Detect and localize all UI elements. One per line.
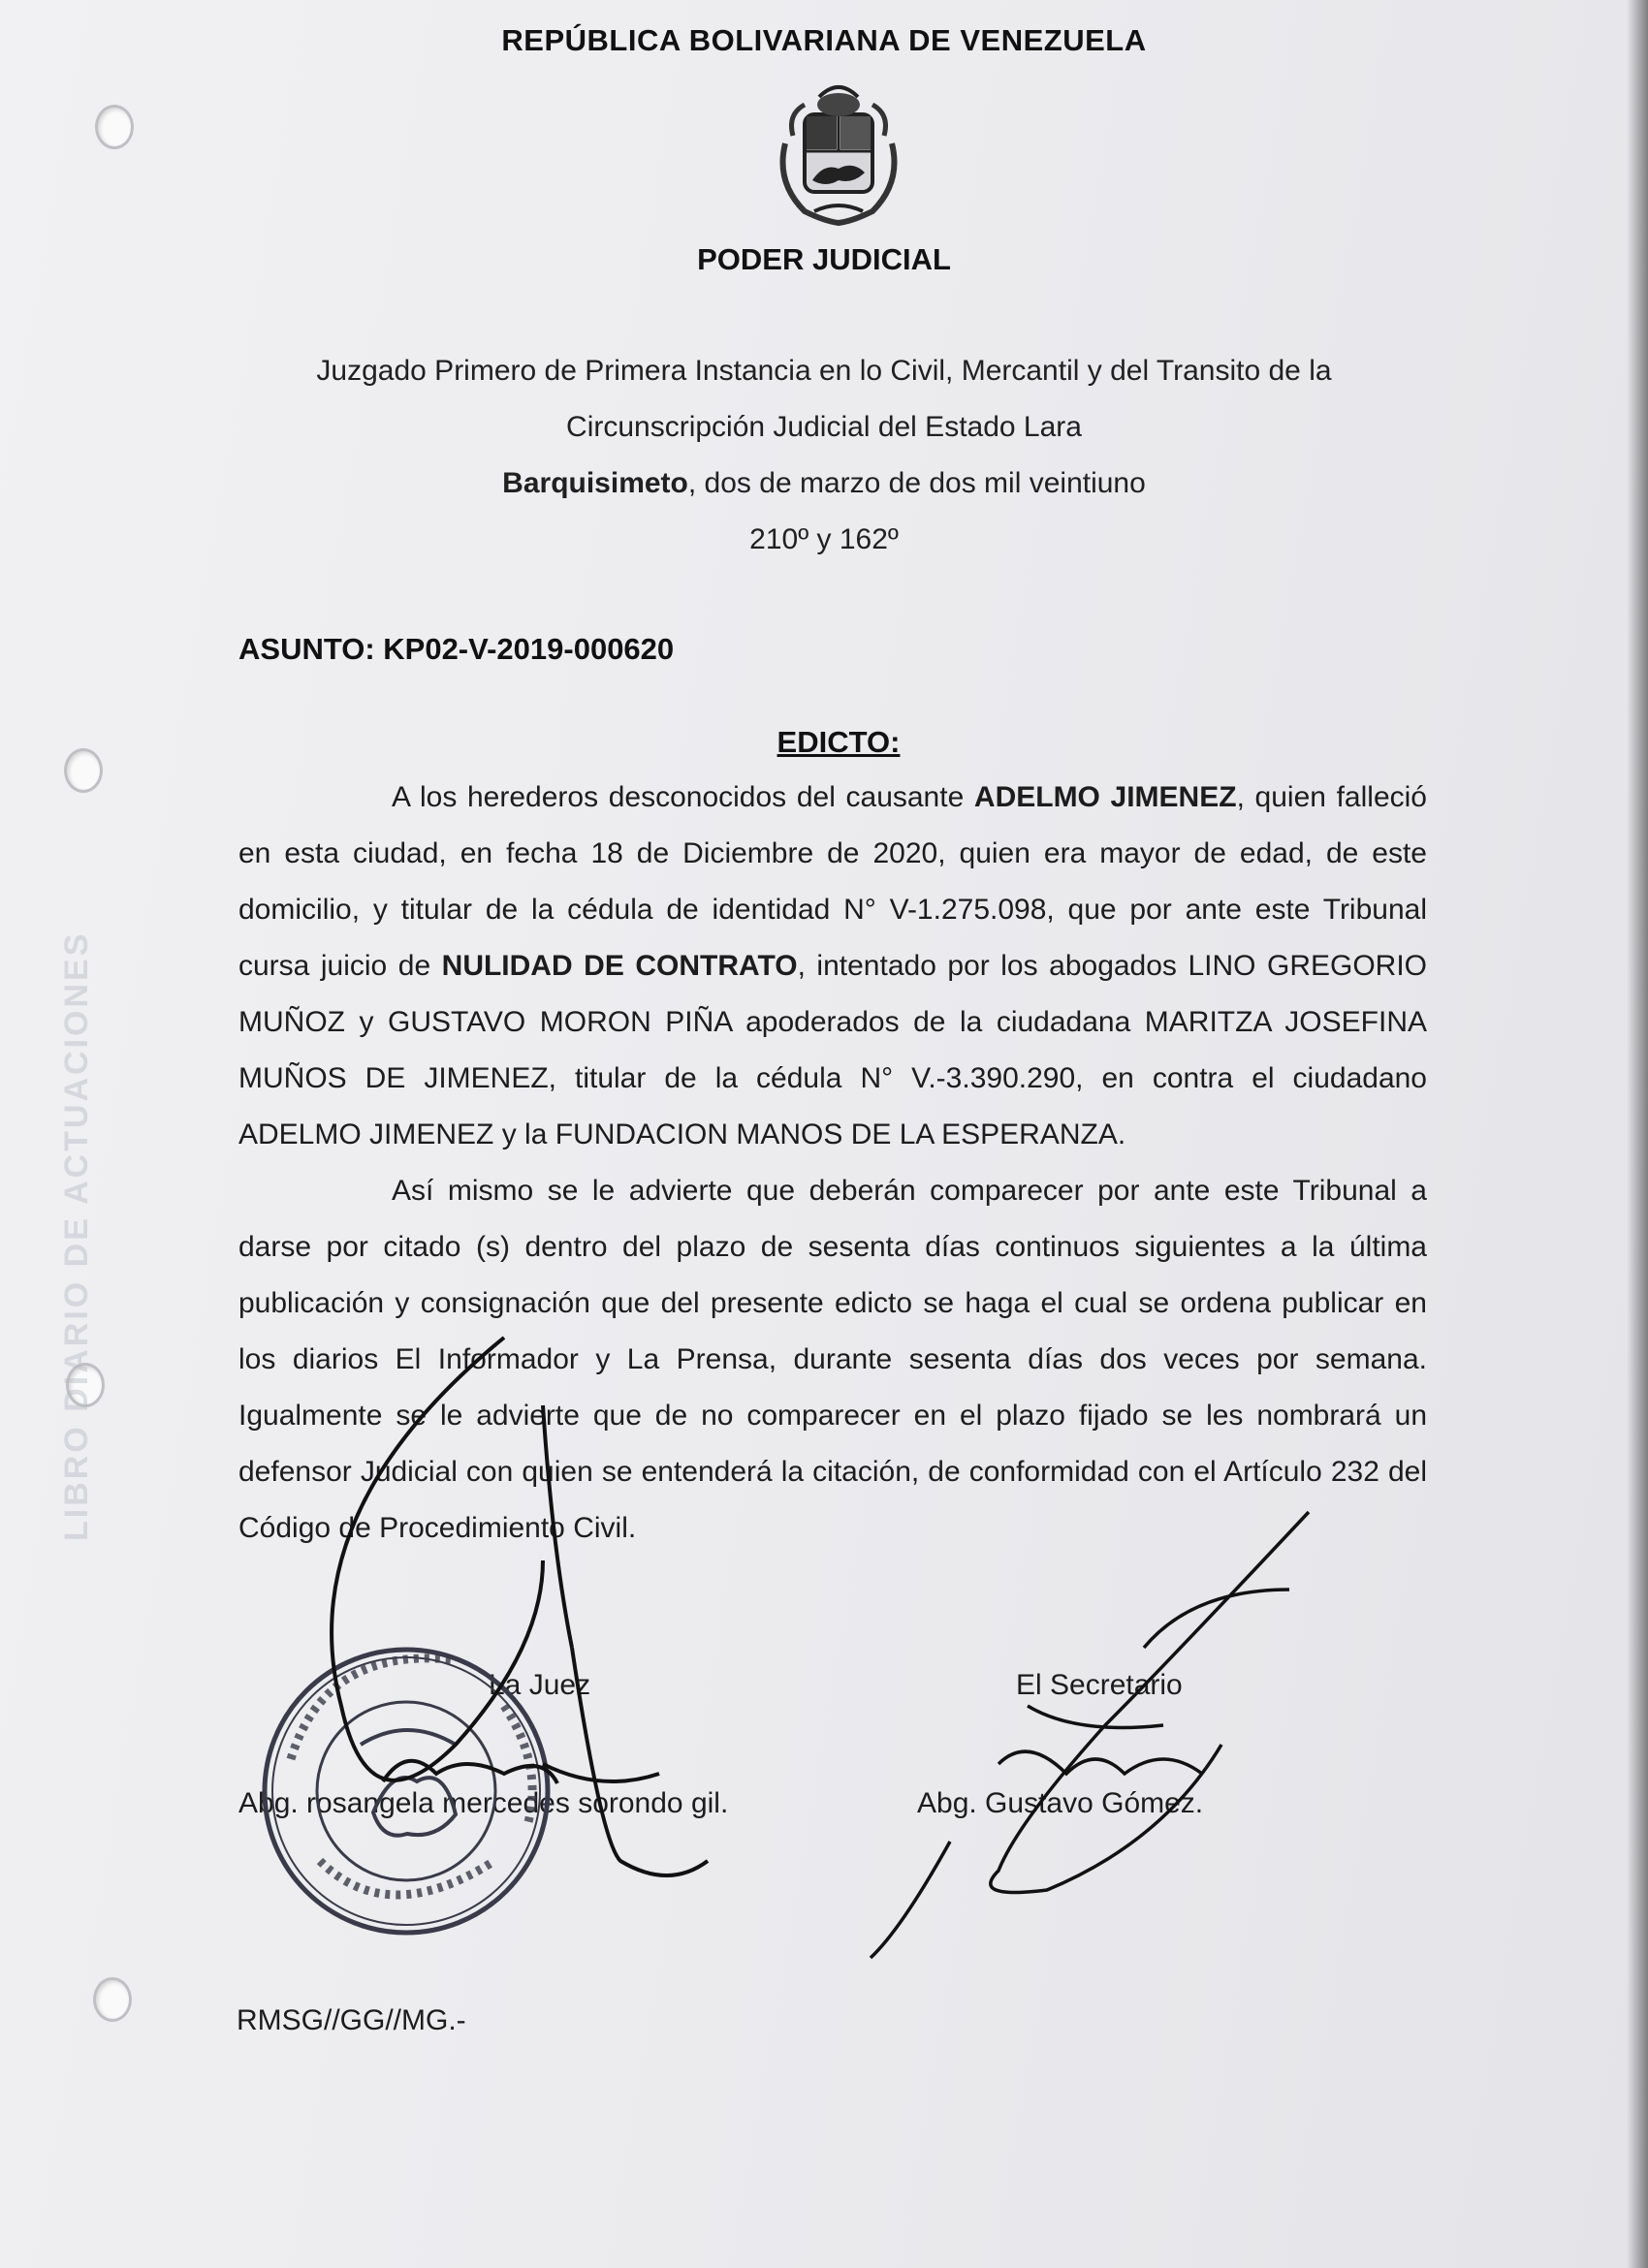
court-name-line2: Circunscripción Judicial del Estado Lara [566, 411, 1082, 443]
paragraph-1-text-a: A los herederos desconocidos del causante [392, 781, 974, 813]
case-number: ASUNTO: KP02-V-2019-000620 [238, 632, 675, 666]
paragraph-2: Así mismo se le advierte que deberán comparecer por ante este Tribunal a darse por citado (s) dentro del plazo de sesenta días continuos siguientes a la última publicación y consignación que del presente edicto se haga el cual se ordena publicar en los diarios El Informador y La Prensa, durante sesenta días dos veces por semana. Igualmente se le advierte que de no comparecer en el plazo fijado se les nombrará un defensor Judicial con quien se entenderá la citación, de conformidad con el Artículo 232 del Código de Procedimiento Civil. [238, 1175, 1427, 1544]
secretary-signature [871, 1512, 1309, 1958]
city-name: Barquisimeto [502, 467, 688, 499]
date-text: , dos de marzo de dos mil veintiuno [687, 467, 1146, 499]
court-name-line1: Juzgado Primero de Primera Instancia en lo Civil, Mercantil y del Transito de la [316, 355, 1332, 387]
header-country: REPÚBLICA BOLIVARIANA DE VENEZUELA [501, 23, 1147, 57]
edict-title: EDICTO: [776, 725, 901, 759]
paragraph-1 [238, 770, 1427, 1163]
page-edge-shadow [1627, 0, 1648, 2268]
reference-initials: RMSG//GG//MG.- [237, 2004, 466, 2036]
years-line: 210º y 162º [749, 523, 899, 555]
case-type: NULIDAD DE CONTRATO [441, 950, 798, 982]
punch-hole [93, 1977, 132, 2022]
header-branch: PODER JUDICIAL [697, 242, 951, 276]
margin-stamp: LIBRO DIARIO DE ACTUACIONES [58, 930, 95, 1541]
judge-title: La Juez [489, 1669, 591, 1701]
judge-name: Abg. rosangela mercedes sorondo gil. [238, 1787, 729, 1819]
secretary-title: El Secretario [1016, 1669, 1183, 1701]
paragraph-1-text-c: , intentado por los abogados LINO GREGORIO MUÑOZ y GUSTAVO MORON PIÑA apoderados de la ciudadana MARITZA JOSEFINA MUÑOS DE JIMENEZ, titular de la cédula N° V.-3.390.290, en contra el ciudadano ADELMO JIMENEZ y la FUNDACION MANOS DE LA ESPERANZA. [238, 950, 1427, 1150]
edict-body [238, 770, 1427, 1557]
secretary-name: Abg. Gustavo Gómez. [917, 1787, 1204, 1819]
coat-of-arms-icon [766, 76, 911, 231]
punch-hole [95, 105, 134, 149]
place-date-line [0, 467, 1648, 500]
paragraph-1-text-b: , quien falleció en esta ciudad, en fecha 18 de Diciembre de 2020, quien era mayor de edad, de este domicilio, y titular de la cédula de identidad N° V-1.275.098, que por ante este Tribunal cursa juicio de [238, 781, 1427, 982]
deceased-name: ADELMO JIMENEZ [973, 781, 1237, 813]
